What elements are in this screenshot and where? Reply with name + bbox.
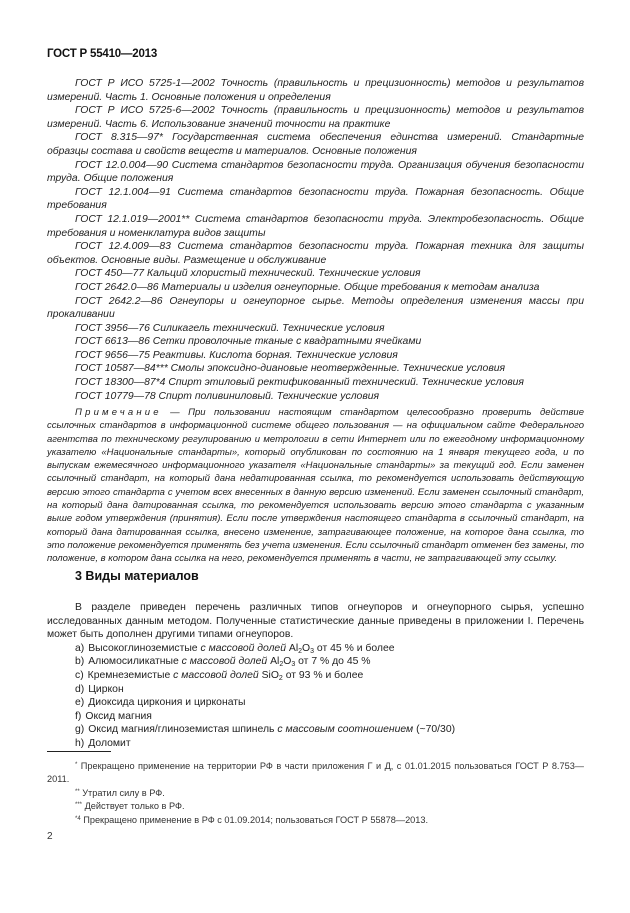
footnote-divider [47,751,111,752]
footnotes [47,760,584,827]
reference-item: ГОСТ 450—77 Кальций хлористый технический. Технические условия [75,268,421,280]
reference-item: ГОСТ 8.315—97* Государственная система обеспечения единства измерений. Стандартные образцы состава и свойств веществ и материалов. Основные положения [47,132,584,157]
note-paragraph [47,406,584,566]
note-block [47,406,584,566]
list-item: a) Высокоглиноземистые с массовой долей $Al_2O_3$ от 45 % и более [75,642,395,655]
materials-list [47,642,584,751]
list-item: d) Циркон [75,683,124,695]
normative-references-list [47,77,584,403]
footnote: ** Утратил силу в РФ. [75,787,165,798]
list-item: h) Доломит [75,737,131,749]
section-body [47,601,584,751]
reference-item: ГОСТ 6613—86 Сетки проволочные тканые с квадратными ячейками [75,336,422,348]
reference-item: ГОСТ 10587—84*** Смолы эпоксидно-диановые неотвержденные. Технические условия [75,363,506,375]
reference-item: ГОСТ Р ИСО 5725-1—2002 Точность (правильность и прецизионность) методов и результатов измерений. Часть 1. Основные положения и определения [47,78,584,103]
reference-item: ГОСТ 12.0.004—90 Система стандартов безопасности труда. Организация обучения безопасности труда. Общие положения [47,159,584,185]
list-item: f) Оксид магния [75,710,152,722]
reference-item: ГОСТ 3956—76 Силикагель технический. Технические условия [75,322,385,334]
reference-item: ГОСТ 10779—78 Спирт поливиниловый. Технические условия [75,390,380,402]
list-item: e) Диоксида циркония и цирконаты [75,697,246,709]
footnote: $^{*4}$ Прекращено применение в РФ с 01.09.2014; пользоваться ГОСТ Р 55878—2013. [75,814,429,825]
reference-item: ГОСТ 9656—75 Реактивы. Кислота борная. Технические условия [75,349,398,361]
reference-item: ГОСТ 12.4.009—83 Система стандартов безопасности труда. Пожарная техника для защиты объектов. Основные виды. Размещение и обслуживание [47,241,584,266]
list-item: g) Оксид магния/глиноземистая шпинель с массовым соотношением (~70/30) [75,724,456,736]
reference-item: ГОСТ Р ИСО 5725-6—2002 Точность (правильность и прецизионность) методов и результатов измерений. Часть 6. Использование значений точности на практике [47,105,584,130]
document-header: ГОСТ Р 55410—2013 [47,48,158,60]
reference-item: ГОСТ 12.1.019—2001** Система стандартов безопасности труда. Электробезопасность. Общие требования и номенклатура видов защиты [47,213,584,239]
page-number: 2 [47,831,53,842]
note-label: Примечание [75,407,162,418]
reference-item: ГОСТ 18300—87*4 Спирт этиловый ректификованный технический. Технические условия [75,377,524,389]
list-item: b) Алюмосиликатные с массовой долей $Al_2O_3$ от 7 % до 45 % [75,656,371,669]
section-title: 3 Виды материалов [75,569,199,583]
list-item: c) Кремнеземистые с массовой долей SiO$_2$ от 93 % и более [75,669,364,682]
reference-item: ГОСТ 2642.0—86 Материалы и изделия огнеупорные. Общие требования к методам анализа [75,281,540,293]
note-text: — При пользовании настоящим стандартом целесообразно проверить действие ссылочных стандартов в информационной системе общего пользования — на официальном сайте Федерального агентства по техническому регулированию и метрологии в сети Интернет или по ежегодному информационному указателю «Национальные стандарты», который опубликован по состоянию на 1 января текущего года, и по выпускам ежемесячного информационного указателя «Национальные стандарты» за текущий год. Если заменен ссылочный стандарт, на который дана недатированная ссылка, то рекомендуется использовать действующую версию этого стандарта с учетом всех внесенных в данную версию изменений. Если заменен ссылочный стандарт, на который дана датированная ссылка, то рекомендуется использовать версию этого стандарта с указанным выше годом утверждения (принятия). Если после утверждения настоящего стандарта в ссылочный стандарт, на который дана датированная ссылка, внесено изменение, затрагивающее положение, на которое дана ссылка, то это положение рекомендуется применять без учета изменения. Если ссылочный стандарт отменен без замены, то положение, в котором дана ссылка на него, рекомендуется применять в части, не затрагивающей эту ссылку. [47,407,584,565]
reference-item: ГОСТ 12.1.004—91 Система стандартов безопасности труда. Пожарная безопасность. Общие требования [47,186,584,212]
footnote: *** Действует только в РФ. [75,801,185,812]
section-intro: В разделе приведен перечень различных типов огнеупоров и огнеупорного сырья, успешно исследованных данным методом. Полученные статистические данные приведены в приложении I. Перечень может быть дополнен другими типами огнеупоров. [47,602,584,641]
reference-item: ГОСТ 2642.2—86 Огнеупоры и огнеупорное сырье. Методы определения изменения массы при прокаливании [47,295,584,321]
footnote: * Прекращено применение на территории РФ в части приложения Г и Д, с 01.01.2015 пользоваться ГОСТ Р 8.753—2011. [47,761,584,785]
